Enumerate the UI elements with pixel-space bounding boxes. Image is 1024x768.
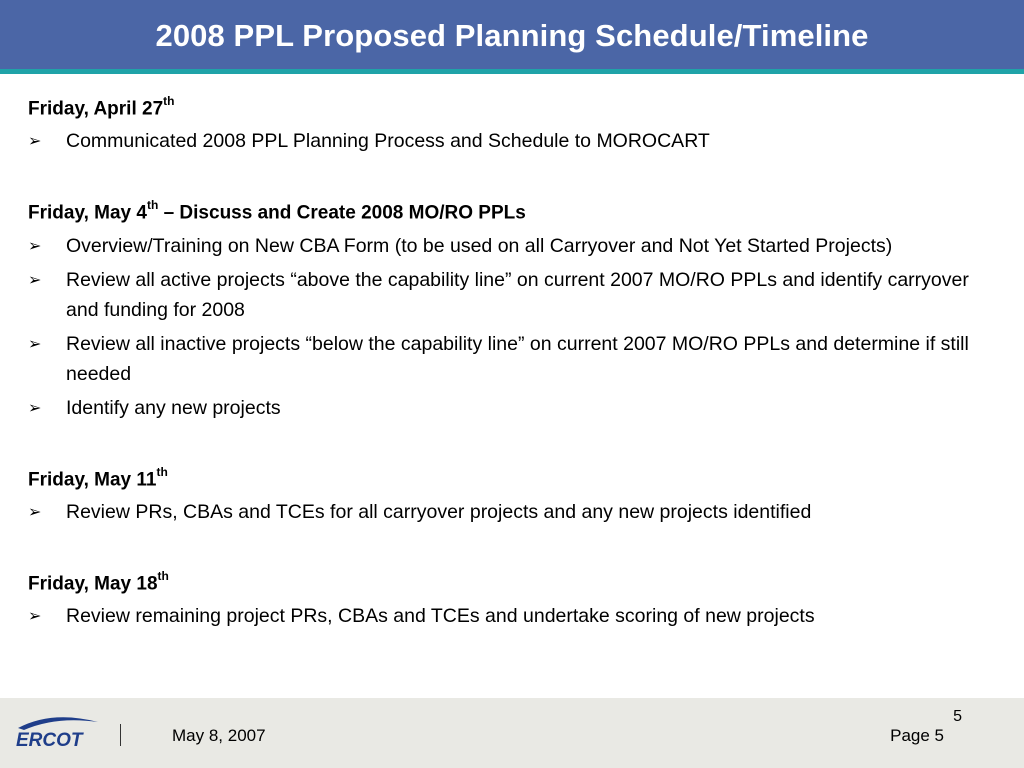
section-heading: Friday, May 4th – Discuss and Create 2008 MO/RO PPLs — [28, 198, 526, 224]
footer-divider — [120, 724, 121, 746]
arrow-bullet-icon: ➢ — [28, 333, 42, 353]
bullet-item: ➢ Review all inactive projects “below the capability line” on current 2007 MO/RO PPLs and determine if still needed — [28, 329, 988, 389]
arrow-bullet-icon: ➢ — [28, 501, 42, 521]
arrow-bullet-icon: ➢ — [28, 131, 42, 151]
bullet-item: ➢ Review all active projects “above the capability line” on current 2007 MO/RO PPLs and identify carryover and funding for 2008 — [28, 265, 988, 325]
slide-number: 5 — [953, 708, 962, 725]
footer-page-label: Page 5 — [890, 726, 944, 745]
section-heading: Friday, May 11th — [28, 464, 168, 490]
slide-footer — [0, 698, 1024, 768]
bullet-item: ➢ Communicated 2008 PPL Planning Process and Schedule to MOROCART — [28, 126, 988, 156]
bullet-item: ➢ Review remaining project PRs, CBAs and TCEs and undertake scoring of new projects — [28, 601, 988, 631]
arrow-bullet-icon: ➢ — [28, 606, 42, 626]
bullet-item: ➢ Review PRs, CBAs and TCEs for all carryover projects and any new projects identified — [28, 497, 988, 527]
bullet-item: ➢ Overview/Training on New CBA Form (to be used on all Carryover and Not Yet Started Projects) — [28, 231, 988, 261]
section-heading: Friday, April 27th — [28, 94, 175, 120]
slide-content — [28, 90, 988, 631]
arrow-bullet-icon: ➢ — [28, 269, 42, 289]
svg-text:ERCOT: ERCOT — [16, 730, 83, 751]
ercot-logo — [12, 708, 104, 752]
section-may-4 — [28, 194, 988, 422]
section-april-27 — [28, 90, 988, 156]
title-bar — [0, 0, 1024, 74]
arrow-bullet-icon: ➢ — [28, 235, 42, 255]
bullet-item: ➢ Identify any new projects — [28, 393, 988, 423]
section-may-11 — [28, 461, 988, 527]
slide-title: 2008 PPL Proposed Planning Schedule/Timeline — [155, 18, 869, 53]
footer-date: May 8, 2007 — [172, 726, 266, 745]
section-may-18 — [28, 565, 988, 631]
arrow-bullet-icon: ➢ — [28, 397, 42, 417]
section-heading: Friday, May 18th — [28, 568, 169, 595]
